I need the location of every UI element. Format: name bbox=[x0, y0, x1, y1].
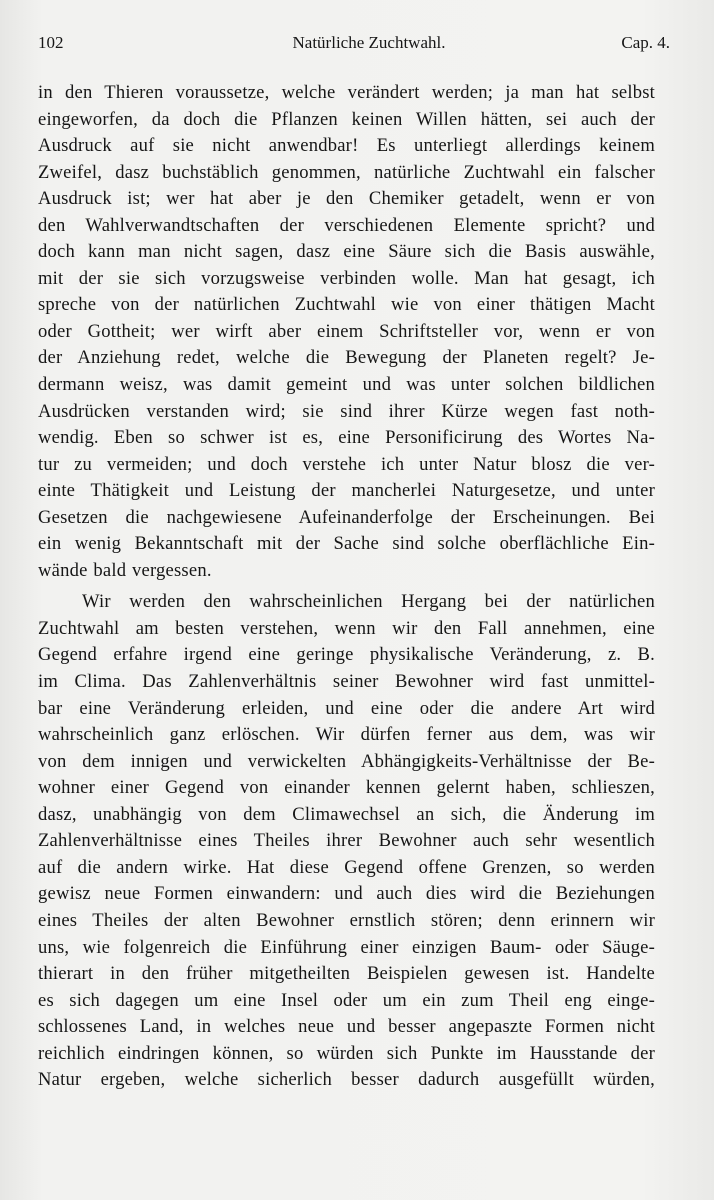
text-line: Gegend erfahre irgend eine geringe physikalische Veränderung, z. B. bbox=[38, 644, 655, 666]
text-line: Ausdruck ist; wer hat aber je den Chemiker getadelt, wenn er von bbox=[38, 188, 655, 210]
text-line: oder Gottheit; wer wirft aber einem Schriftsteller vor, wenn er von bbox=[38, 320, 655, 342]
text-line: gewisz neue Formen einwandern: und auch dies wird die Beziehungen bbox=[38, 883, 655, 905]
text-line: dermann weisz, was damit gemeint und was unter solchen bildlichen bbox=[38, 374, 655, 396]
text-line: dasz, unabhängig von dem Climawechsel an sich, die Änderung im bbox=[38, 803, 655, 825]
text-line: einte Thätigkeit und Leistung der mancherlei Naturgesetze, und unter bbox=[38, 480, 655, 502]
running-header bbox=[38, 33, 670, 59]
page-number: 102 bbox=[38, 33, 64, 52]
text-line: im Clima. Das Zahlenverhältnis seiner Bewohner wird fast unmittel- bbox=[38, 671, 655, 693]
text-line: spreche von der natürlichen Zuchtwahl wie von einer thätigen Macht bbox=[38, 294, 655, 316]
text-line: doch kann man nicht sagen, dasz eine Säure sich die Basis auswähle, bbox=[38, 241, 655, 263]
text-line: den Wahlverwandtschaften der verschiedenen Elemente spricht? und bbox=[38, 214, 655, 236]
text-line: Zweifel, dasz buchstäblich genommen, natürliche Zuchtwahl ein falscher bbox=[38, 161, 655, 183]
paragraph bbox=[38, 589, 655, 1093]
running-title: Natürliche Zuchtwahl. bbox=[292, 33, 446, 52]
text-line: Ausdruck auf sie nicht anwendbar! Es unterliegt allerdings keinem bbox=[38, 135, 655, 157]
text-line: wände bald vergessen. bbox=[38, 559, 212, 581]
text-line: es sich dagegen um eine Insel oder um ein zum Theil eng einge- bbox=[38, 989, 655, 1011]
text-line: tur zu vermeiden; und doch verstehe ich unter Natur blosz die ver- bbox=[38, 453, 655, 475]
text-line: Zahlenverhältnisse eines Theiles ihrer Bewohner auch sehr wesentlich bbox=[38, 830, 655, 852]
text-line: ein wenig Bekanntschaft mit der Sache sind solche oberflächliche Ein- bbox=[38, 533, 655, 555]
text-line: Zuchtwahl am besten verstehen, wenn wir den Fall annehmen, eine bbox=[38, 617, 655, 639]
text-line: Gesetzen die nachgewiesene Aufeinanderfolge der Erscheinungen. Bei bbox=[38, 506, 655, 528]
text-line: auf die andern wirke. Hat diese Gegend offene Grenzen, so werden bbox=[38, 856, 655, 878]
text-line: wahrscheinlich ganz erlöschen. Wir dürfen ferner aus dem, was wir bbox=[38, 724, 655, 746]
text-line: wendig. Eben so schwer ist es, eine Personificirung des Wortes Na- bbox=[38, 427, 655, 449]
text-line: in den Thieren voraussetze, welche verändert werden; ja man hat selbst bbox=[38, 82, 655, 103]
text-line: thierart in den früher mitgetheilten Beispielen gewesen ist. Handelte bbox=[38, 963, 655, 985]
text-line: bar eine Veränderung erleiden, und eine oder die andere Art wird bbox=[38, 697, 655, 719]
text-line: reichlich eindringen können, so würden sich Punkte im Hausstande der bbox=[38, 1042, 655, 1064]
text-line: eines Theiles der alten Bewohner ernstlich stören; denn erinnern wir bbox=[38, 909, 655, 931]
text-line: eingeworfen, da doch die Pflanzen keinen Willen hätten, sei auch der bbox=[38, 108, 655, 130]
text-line: wohner einer Gegend von einander kennen gelernt haben, schlieszen, bbox=[38, 777, 655, 799]
chapter-label: Cap. 4. bbox=[621, 33, 670, 52]
text-line: der Anziehung redet, welche die Bewegung der Planeten regelt? Je- bbox=[38, 347, 655, 369]
text-line: Wir werden den wahrscheinlichen Hergang bei der natürlichen bbox=[82, 591, 655, 613]
text-line: Natur ergeben, welche sicherlich besser dadurch ausgefüllt würden, bbox=[38, 1069, 655, 1091]
text-line: Ausdrücken verstanden wird; sie sind ihrer Kürze wegen fast noth- bbox=[38, 400, 655, 422]
text-line: mit der sie sich vorzugsweise verbinden wolle. Man hat gesagt, ich bbox=[38, 267, 655, 289]
page-body-text bbox=[38, 80, 655, 1094]
text-line: schlossenes Land, in welches neue und besser angepaszte Formen nicht bbox=[38, 1016, 655, 1038]
text-line: von dem innigen und verwickelten Abhängigkeits-Verhältnisse der Be- bbox=[38, 750, 655, 772]
paragraph bbox=[38, 80, 655, 584]
text-line: uns, wie folgenreich die Einführung einer einzigen Baum- oder Säuge- bbox=[38, 936, 655, 958]
